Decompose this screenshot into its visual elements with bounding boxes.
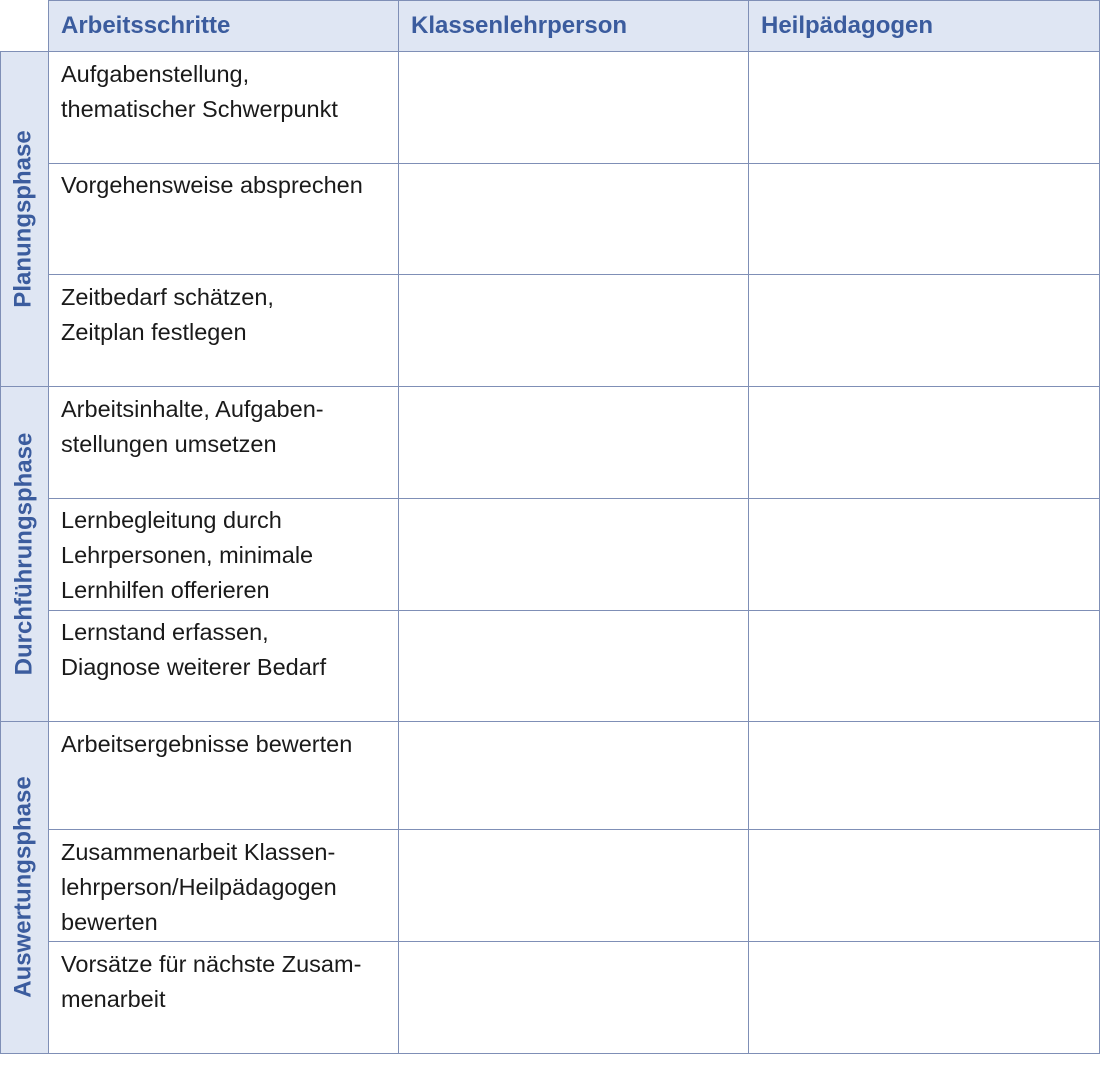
cell-klassenlehrperson[interactable]	[399, 164, 748, 274]
cell-klassenlehrperson[interactable]	[399, 830, 748, 941]
table-border-bottom	[0, 1053, 1100, 1054]
phase-evaluation	[0, 721, 48, 1053]
step-line: Lernstand erfassen,	[61, 619, 269, 645]
phase-execution	[0, 386, 48, 721]
step-vorsaetze	[61, 947, 391, 1017]
header-arbeitsschritte: Arbeitsschritte	[61, 12, 231, 39]
step-line: Zeitplan festlegen	[61, 319, 247, 345]
cell-klassenlehrperson[interactable]	[399, 499, 748, 610]
phase-planning-label: Planungsphase	[10, 129, 37, 308]
step-line: Zeitbedarf schätzen,	[61, 284, 274, 310]
step-arbeitsinhalte	[61, 392, 391, 462]
step-vorgehensweise	[61, 168, 391, 203]
step-line: Vorgehensweise absprechen	[61, 172, 363, 198]
step-line: stellungen umsetzen	[61, 431, 277, 457]
cell-klassenlehrperson[interactable]	[399, 942, 748, 1053]
step-line: Aufgabenstellung,	[61, 61, 250, 87]
phase-evaluation-label: Auswertungsphase	[10, 776, 38, 998]
step-zusammenarbeit	[61, 835, 391, 940]
step-line: Arbeitsergebnisse bewerten	[61, 731, 353, 757]
step-line: Diagnose weiterer Bedarf	[61, 654, 327, 680]
step-lernstand	[61, 615, 391, 685]
cell-klassenlehrperson[interactable]	[399, 275, 748, 386]
step-line: Zusammenarbeit Klassen-	[61, 839, 336, 865]
cell-heilpaedagogen[interactable]	[749, 52, 1099, 163]
cell-heilpaedagogen[interactable]	[749, 164, 1099, 274]
cell-klassenlehrperson[interactable]	[399, 611, 748, 721]
cell-heilpaedagogen[interactable]	[749, 722, 1099, 829]
cell-heilpaedagogen[interactable]	[749, 499, 1099, 610]
cell-klassenlehrperson[interactable]	[399, 722, 748, 829]
cell-heilpaedagogen[interactable]	[749, 611, 1099, 721]
step-line: thematischer Schwerpunkt	[61, 96, 338, 122]
step-line: Lernhilfen offerieren	[61, 577, 270, 603]
phase-execution-label: Durchführungsphase	[10, 432, 37, 675]
step-line: bewerten	[61, 909, 158, 935]
cell-klassenlehrperson[interactable]	[399, 52, 748, 163]
step-aufgabenstellung	[61, 57, 391, 127]
step-line: Vorsätze für nächste Zusam-	[61, 951, 362, 977]
step-line: Arbeitsinhalte, Aufgaben-	[61, 396, 324, 422]
step-zeitbedarf	[61, 280, 391, 350]
cell-klassenlehrperson[interactable]	[399, 387, 748, 498]
step-lernbegleitung	[61, 503, 391, 608]
cell-heilpaedagogen[interactable]	[749, 830, 1099, 941]
header-heilpaedagogen: Heilpädagogen	[761, 12, 934, 39]
step-line: Lernbegleitung durch	[61, 507, 282, 533]
step-line: menarbeit	[61, 986, 166, 1012]
header-klassenlehrperson: Klassenlehrperson	[411, 12, 628, 39]
step-arbeitsergebnisse	[61, 727, 391, 762]
step-line: lehrperson/Heilpädagogen	[61, 874, 337, 900]
cell-heilpaedagogen[interactable]	[749, 942, 1099, 1053]
phase-planning	[0, 51, 48, 386]
column-divider	[48, 0, 49, 1054]
cell-heilpaedagogen[interactable]	[749, 387, 1099, 498]
cell-heilpaedagogen[interactable]	[749, 275, 1099, 386]
step-line: Lehrpersonen, minimale	[61, 542, 314, 568]
